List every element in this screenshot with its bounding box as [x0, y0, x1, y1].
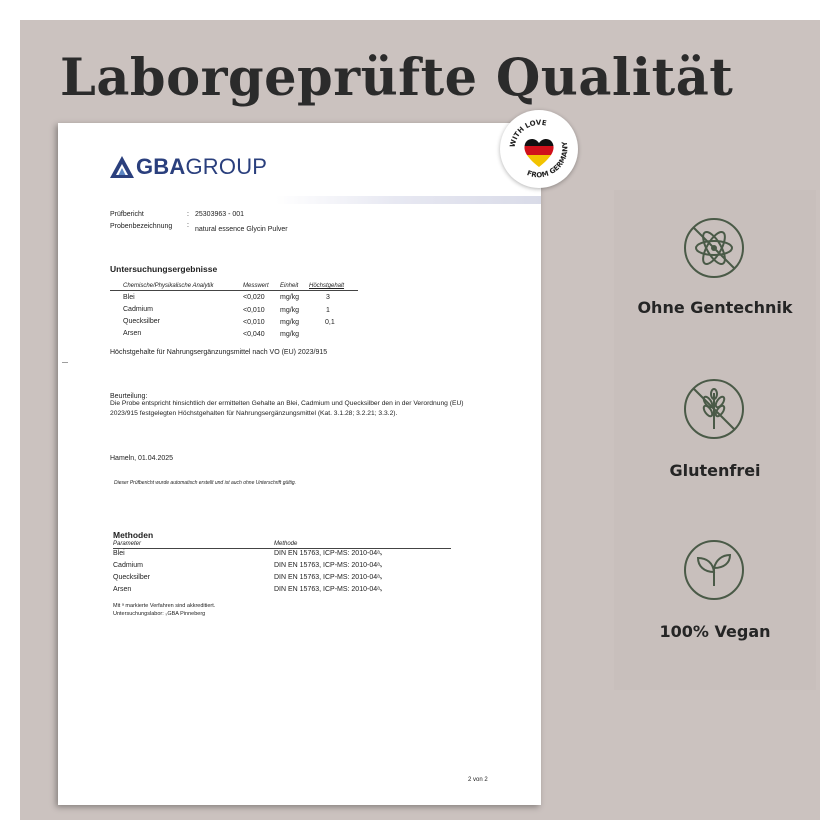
lab-report-page	[58, 123, 541, 805]
meta-sep-sample: :	[187, 222, 189, 229]
header-band	[58, 196, 541, 204]
methods-header-parameter: Parameter	[113, 541, 142, 547]
auto-generated-note: Dieser Prüfbericht wurde automatisch erstellt und ist auch ohne Unterschrift gültig.	[114, 480, 297, 486]
result-row-unit: mg/kg	[280, 294, 300, 301]
limits-note: Höchstgehalte für Nahrungsergänzungsmittel nach VO (EU) 2023/915	[110, 349, 328, 356]
feature-label: 100% Vegan	[659, 622, 771, 641]
result-row-value: <0,010	[243, 319, 265, 326]
vegan-sprout-icon	[682, 538, 746, 602]
method-row-method: DIN EN 15763, ICP-MS: 2010-04ᵃₛ	[274, 574, 383, 581]
meta-label-sample: Probenbezeichnung	[110, 223, 173, 230]
results-header-rule	[110, 290, 358, 291]
no-gmo-atom-icon	[682, 216, 746, 280]
method-row-method: DIN EN 15763, ICP-MS: 2010-04ᵃₛ	[274, 562, 383, 569]
assessment-text: Die Probe entspricht hinsichtlich der ermittelten Gehalte an Blei, Cadmium und Quecksilber den in der Verordnung (EU) 2023/915 festgelegten Höchstgehalten für Nahrungsergänzungsmittel (Kat. 3.1.28; 3.2.21; 3.3.2).	[110, 400, 464, 417]
result-row-value: <0,010	[243, 307, 265, 314]
result-row-name: Blei	[123, 294, 135, 301]
method-row-parameter: Blei	[113, 550, 125, 557]
assessment-label: Beurteilung:	[110, 393, 148, 400]
method-row-parameter: Arsen	[113, 586, 132, 593]
results-header-value: Messwert	[243, 283, 269, 289]
result-row-unit: mg/kg	[280, 319, 300, 326]
place-date: Hameln, 01.04.2025	[110, 455, 174, 462]
logo-text: GBAGROUP	[136, 154, 268, 179]
gluten-free-wheat-icon	[682, 377, 746, 441]
result-row-limit: 0,1	[325, 319, 335, 326]
accredited-note: Mit ᵃ markierte Verfahren sind akkreditiert.	[113, 603, 216, 609]
made-in-germany-badge	[500, 110, 578, 188]
meta-value-sample: natural essence Glycin Pulver	[195, 226, 288, 233]
result-row-name: Quecksilber	[123, 318, 160, 325]
methods-header-method: Methode	[274, 541, 298, 547]
method-row-parameter: Cadmium	[113, 562, 143, 569]
headline: Laborgeprüfte Qualität	[60, 48, 734, 108]
banner-background	[20, 20, 820, 820]
lab-line: Untersuchungslabor: ₛGBA Pinneberg	[113, 611, 206, 617]
badge-top-text: WITH LOVE	[508, 118, 548, 149]
result-row-value: <0,040	[243, 331, 265, 338]
meta-value-report: 25303963 - 001	[195, 211, 245, 218]
gba-triangle-icon	[110, 156, 134, 178]
margin-mark: —	[62, 360, 68, 366]
result-row-limit: 3	[326, 294, 330, 301]
result-row-name: Cadmium	[123, 306, 153, 313]
results-heading: Untersuchungsergebnisse	[110, 264, 218, 274]
results-header-limit: Höchstgehalt	[309, 283, 345, 289]
result-row-limit: 1	[326, 307, 330, 314]
germany-heart-icon	[500, 110, 578, 188]
result-row-value: <0,020	[243, 294, 265, 301]
results-header-analytic: Chemische/Physikalische Analytik	[123, 283, 214, 289]
meta-sep-report: :	[187, 211, 189, 218]
badge-bottom-text: FROM GERMANY	[525, 140, 570, 180]
page-number: 2 von 2	[468, 777, 488, 783]
method-row-method: DIN EN 15763, ICP-MS: 2010-04ᵃₛ	[274, 586, 383, 593]
feature-label: Ohne Gentechnik	[637, 298, 793, 317]
meta-label-report: Prüfbericht	[110, 211, 144, 218]
methods-heading: Methoden	[113, 530, 154, 540]
method-row-parameter: Quecksilber	[113, 574, 150, 581]
method-row-method: DIN EN 15763, ICP-MS: 2010-04ᵃₛ	[274, 550, 383, 557]
result-row-unit: mg/kg	[280, 331, 300, 338]
feature-label: Glutenfrei	[669, 461, 761, 480]
result-row-unit: mg/kg	[280, 307, 300, 314]
results-header-unit: Einheit	[280, 283, 299, 289]
result-row-name: Arsen	[123, 330, 142, 337]
